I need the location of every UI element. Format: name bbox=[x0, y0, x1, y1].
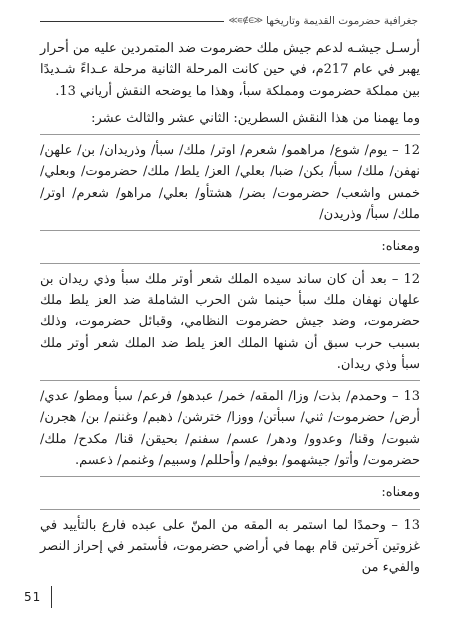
meaning-label: ومعناه: bbox=[381, 485, 420, 501]
translation-line-12: 12 – بعد أن كان ساند سيده الملك شعر أوتر ملك سبأ وذي ريدان بن علهان نهفان ملك سبأ حينما شن الحرب الشاملة ضد العز يلط ملك حضرموت، وضد جيش حضرموت النظامي، وقبائل حضرموت، وذلك بسبب حرب سبق أن شنها الملك العز يلط ضد الملك شعر أوتر ملك سبأ وذي ريدان. bbox=[40, 271, 420, 372]
page-number: 51 bbox=[24, 590, 42, 604]
body-paragraph-intro: أرسـل جيشـه لدعم جيش ملك حضرموت ضد المتمردين عليه من أحرار يهبر في عام 217م، في حين كانت المرحلة الثانية مرحلة عـداءً شـديدًا بين مملكة حضرموت ومملكة سبأ، وهذا ما يوضحه النقش أرياني 13. bbox=[40, 41, 420, 99]
section-divider bbox=[40, 509, 420, 510]
footer-bar bbox=[51, 586, 52, 608]
inscription-line-13: 13 – وحمدم/ بذت/ وزا/ المقه/ خمر/ عبدهو/ فرعم/ سبأ ومطو/ عدي/ أرض/ حضرموت/ ثني/ سبأتن/ ووزا/ خترشن/ ذهبم/ وغننم/ بن/ هجرن/ شبوت/ وقنا/ وعدوو/ ودهر/ عسم/ سفنم/ بحيقن/ قنا/ مكدح/ ملك/ حضرموت/ وأتو/ جيشهمو/ بوفيم/ وأحللم/ وسبيم/ وغنمم/ ذعسم. bbox=[40, 389, 420, 469]
section-divider bbox=[40, 263, 420, 264]
header-ornament-icon: ≪∋∌∍≫ bbox=[228, 16, 263, 26]
page-footer bbox=[24, 586, 52, 608]
meaning-label: ومعناه: bbox=[381, 239, 420, 255]
section-divider bbox=[40, 380, 420, 381]
section-divider bbox=[40, 134, 420, 135]
running-header bbox=[40, 10, 418, 32]
inscription-line-12: 12 – يوم/ شوع/ مراهمو/ شعرم/ اوتر/ ملك/ سبأ/ وذريدان/ بن/ علهن/ نهفن/ ملك/ سبأ/ بكن/ ضبا/ بعلي/ العز/ يلط/ ملك/ حضرموت/ وبعلي/ خمس واشعب/ حضرموت/ بضر/ هشتأو/ بعلي/ مراهو/ شعرم/ اوتر/ ملك/ سبأ/ وذريدن/ bbox=[40, 143, 420, 223]
page-body bbox=[40, 38, 420, 579]
header-rule bbox=[40, 21, 224, 22]
body-paragraph-lines-intro: وما يهمنا من هذا النقش السطرين: الثاني عشر والثالث عشر: bbox=[91, 110, 420, 126]
section-divider bbox=[40, 230, 420, 231]
running-header-title: جغرافية حضرموت القديمة وتاريخها bbox=[266, 15, 418, 27]
translation-line-13: 13 – وحمدًا لما استمر به المقه من المنّ على عبده فارع بالتأييد في غزوتين آخرتين قام بهما في أراضي حضرموت، فأستمر في إحراز النصر والفيء من bbox=[40, 517, 420, 576]
section-divider bbox=[40, 476, 420, 477]
